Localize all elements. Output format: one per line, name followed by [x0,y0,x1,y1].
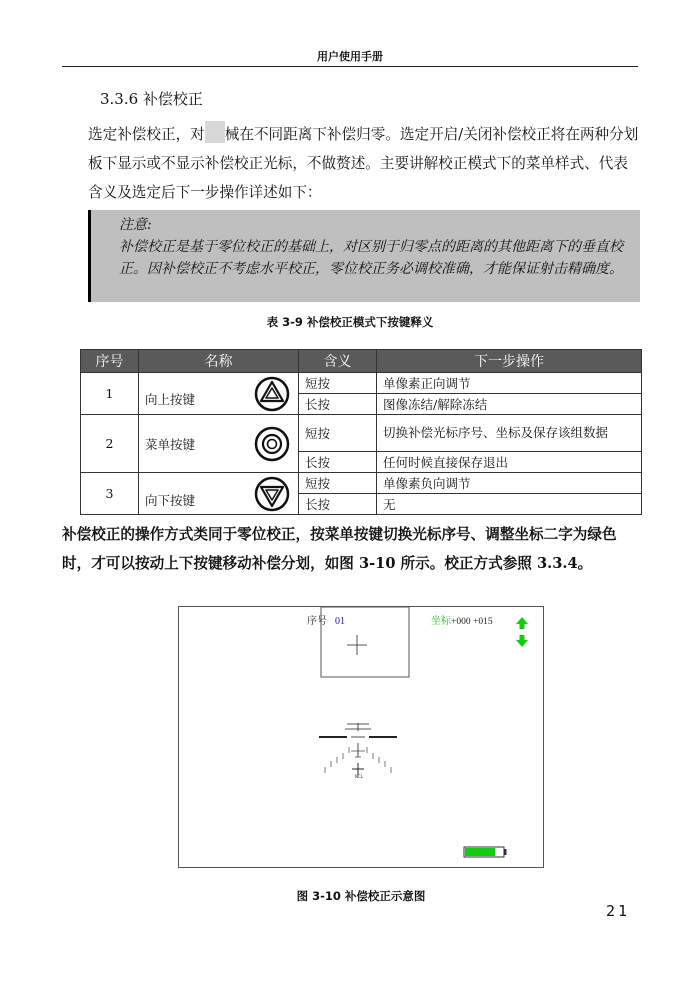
row-next: 单像素负向调节 [377,473,642,494]
page-header: 用户使用手册 [317,50,383,63]
down-triangle-button-icon [252,476,292,512]
reticle-figure [178,606,544,868]
serial-label: 序号 [307,616,327,627]
note-box [88,210,640,302]
table-header-row [81,350,642,373]
row-meaning: 长按 [299,452,377,473]
row-name-cell [139,415,299,473]
coord-label: 坐标 [431,616,451,627]
header-name: 名称 [139,350,299,373]
section-title: 3.3.6 补偿校正 [100,90,203,108]
coord-value: +000 +015 [451,617,493,627]
table-row [81,373,642,394]
note-title: 注意: [119,217,152,233]
intro-text-end: 械在不同距离下补偿归零。选定开启/关闭补偿校正将在两种分划板下显示或不显示补偿校正光标，不做赘述。主要讲解校正模式下的菜单样式、代表含义及选定后下一步操作详述如下： [88,126,639,201]
reticle-screen [179,607,543,867]
row-no: 3 [81,473,139,515]
header-no: 序号 [81,350,139,373]
figure-caption: 图 3-10 补偿校正示意图 [296,889,426,903]
row-no: 2 [81,415,139,473]
row-meaning: 短按 [299,415,377,452]
header-meaning: 含义 [299,350,377,373]
row-name-cell [139,373,299,415]
note-body: 补偿校正是基于零位校正的基础上，对区别于归零点的距离的其他距离下的垂直校正。因补偿校正不考虑水平校正，零位校正务必调校准确，才能保证射击精确度。 [119,239,623,277]
row-meaning: 短按 [299,373,377,394]
intro-paragraph [88,120,640,207]
menu-circle-button-icon [252,426,292,462]
arrow-down-icon [516,635,528,647]
row-next: 无 [377,494,642,515]
up-triangle-button-icon [252,376,292,412]
row-meaning: 长按 [299,394,377,415]
battery-icon [464,847,507,857]
row-next: 图像冻结/解除冻结 [377,394,642,415]
row-no: 1 [81,373,139,415]
row-next: 任何时候直接保存退出 [377,452,642,473]
row-meaning: 短按 [299,473,377,494]
header-next: 下一步操作 [377,350,642,373]
row-name: 向上按键 [145,391,196,407]
operation-paragraph: 补偿校正的操作方式类同于零位校正，按菜单按键切换光标序号、调整坐标二字为绿色时，才可以按动上下按键移动补偿分划，如图 3-10 所示。校正方式参照 3.3.4。 [62,526,617,572]
key-table [80,349,642,515]
row-meaning: 长按 [299,494,377,515]
row-next: 切换补偿光标序号、坐标及保存该组数据 [377,415,642,452]
table-row [81,473,642,494]
reticle-pattern [319,723,397,775]
row-next: 单像素正向调节 [377,373,642,394]
row-name: 菜单按键 [145,436,196,452]
row-name: 向下按键 [145,492,196,508]
header-rule [62,66,638,67]
reticle-scale-label: NCL [355,774,364,779]
page-number: 21 [606,902,631,920]
redacted-block [205,121,225,143]
table-row [81,415,642,452]
intro-text-start: 选定补偿校正，对 [88,126,205,143]
serial-value: 01 [335,616,345,627]
table-caption: 表 3-9 补偿校正模式下按键释义 [266,315,434,329]
row-name-cell [139,473,299,515]
arrow-up-icon [516,617,528,629]
